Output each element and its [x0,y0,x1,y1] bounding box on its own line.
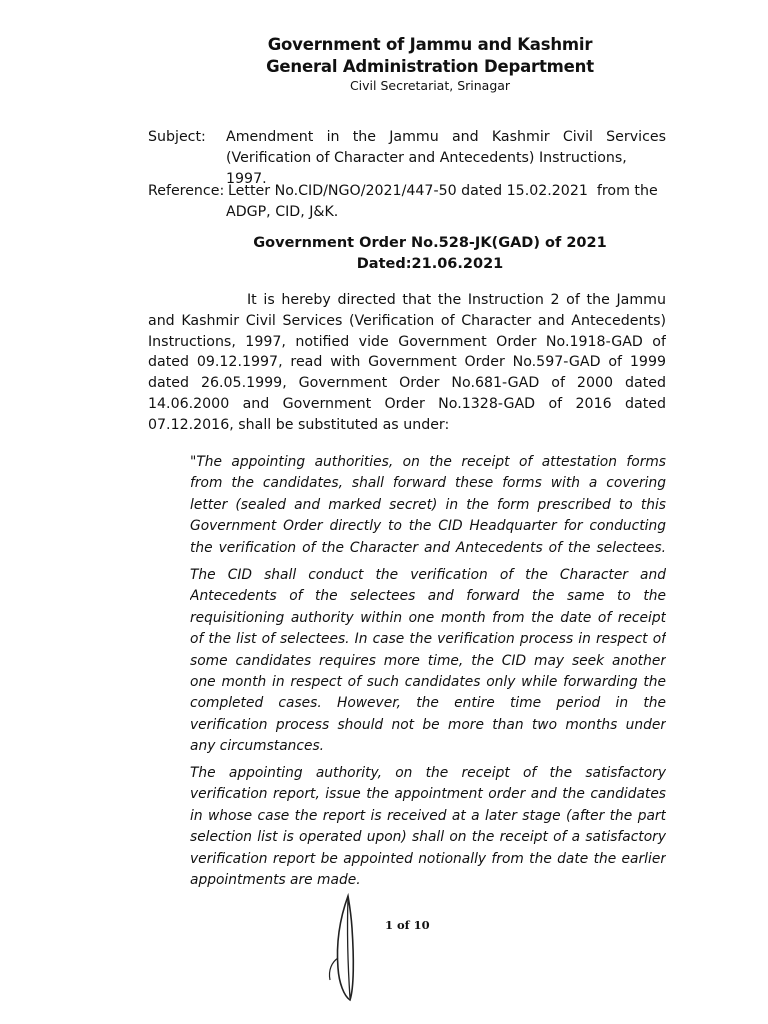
quote-line: Antecedents of the selectees and forward the same to the [190,588,666,605]
quote-line: The appointing authority, on the receipt of the satisfactory [190,765,666,781]
order-number: Government Order No.528-JK(GAD) of 2021 [253,235,607,251]
reference-line-1: Letter No.CID/NGO/2021/447-50 dated 15.02.2021 from the [228,183,658,199]
body-line: Instructions, 1997, notified vide Government Order No.1918-GAD of [148,333,666,350]
quote-line: requisitioning authority within one month from the date of receipt [190,609,666,626]
header-government: Government of Jammu and Kashmir [267,35,593,54]
signature-mark [318,888,378,1008]
reference-line-2: ADGP, CID, J&K. [226,204,339,220]
subject-line-2: (Verification of Character and Antecedents) Instructions, 1997. [226,150,627,187]
reference-label: Reference: [148,183,225,199]
header-department: General Administration Department [266,57,594,76]
body-paragraph [148,290,666,436]
quote-line: selection list is operated upon) shall on the receipt of a satisfactory [190,829,666,846]
quote-line: some candidates requires more time, the CID may seek another [190,652,666,669]
quote-line: of the list of selectees. In case the verification process in respect of [190,631,666,648]
quote-line: Government Order directly to the CID Headquarter for conducting [190,518,666,535]
order-date: Dated:21.06.2021 [356,256,504,272]
body-line: dated 09.12.1997, read with Government Order No.597-GAD of 1999 [148,354,666,371]
quote-line: completed cases. However, the entire time period in the [190,695,666,712]
quote-line: "The appointing authorities, on the receipt of attestation forms [190,454,666,470]
quote-line: the verification of the Character and Antecedents of the selectees. [190,539,666,556]
quote-line: verification report, issue the appointment order and the candidates [190,786,666,803]
quote-paragraph-1 [190,452,666,559]
page-number: 1 of 10 [385,918,430,932]
subject-label: Subject: [148,129,206,145]
quote-line: verification report be appointed notionally from the date the earlier [190,850,666,867]
quote-line: appointments are made. [190,871,361,888]
quote-line: any circumstances. [190,738,325,755]
header-address: Civil Secretariat, Srinagar [349,78,511,93]
quote-paragraph-2 [190,565,666,758]
quote-paragraph-3 [190,763,666,891]
quote-line: The CID shall conduct the verification of the Character and [190,567,666,583]
body-line: 07.12.2016, shall be substituted as under: [148,416,450,433]
quote-line: from the candidates, shall forward these forms with a covering [190,475,666,492]
quote-line: in whose case the report is received at a later stage (after the part [190,807,666,824]
quote-line: one month in respect of such candidates only while forwarding the [190,673,666,690]
body-line: It is hereby directed that the Instruction 2 of the Jammu [247,292,666,308]
quote-line: verification process should not be more than two months under [190,716,666,733]
body-line: and Kashmir Civil Services (Verification of Character and Antecedents) [148,312,666,329]
subject-line-1: Amendment in the Jammu and Kashmir Civil Services [226,129,666,145]
quote-line: letter (sealed and marked secret) in the form prescribed to this [190,496,666,513]
body-line: 14.06.2000 and Government Order No.1328-GAD of 2016 dated [148,395,666,412]
body-line: dated 26.05.1999, Government Order No.681-GAD of 2000 dated [148,375,666,392]
